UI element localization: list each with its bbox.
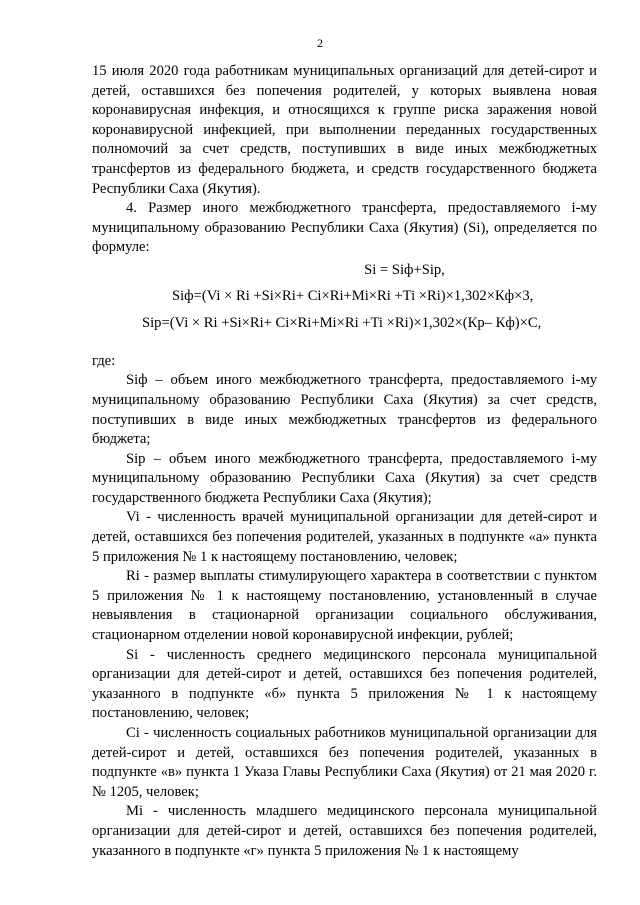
definition-si: Si - численность среднего медицинского персонала муниципальной организации для детей-сирот и детей, оставшихся без попечения родителей, указанного в подпункте «б» пункта 5 приложения № 1 к настоящему постановлению, человек; <box>92 646 597 722</box>
definition-mi: Mi - численность младшего медицинского персонала муниципальной организации для детей-сирот и детей, оставшихся без попечения родителей, указанного в подпункте «г» пункта 5 приложения № 1 к настоящему <box>92 803 597 859</box>
definition-ri: Ri - размер выплаты стимулирующего характера в соответствии с пунктом 5 приложения № 1 к настоящему постановлению, установленный в случае невыявления в стационарной организации социального обслуживания, стационарном отделении новой коронавирусной инфекции, рублей; <box>92 568 597 644</box>
definition-vi: Vi - численность врачей муниципальной организации для детей-сирот и детей, оставшихся без попечения родителей, указанных в подпункте «а» пункта 5 приложения № 1 к настоящему постановлению, человек; <box>92 509 597 565</box>
document-body <box>92 62 597 861</box>
page-number: 2 <box>317 36 323 50</box>
formula-regional-part: Siр=(Vi × Ri +Si×Ri+ Ci×Ri+Mi×Ri +Ti ×Ri)×1,302×(Кр– Кф)×С, <box>142 315 542 332</box>
definition-sir: Siр – объем иного межбюджетного трансферта, предоставляемого i-му муниципальному образованию Республики Саха (Якутия) за счет средств государственного бюджета Республики Саха (Якутия); <box>92 450 597 506</box>
formula-federal-part: Siф=(Vi × Ri +Si×Ri+ Ci×Ri+Mi×Ri +Ti ×Ri)×1,302×Кф×3, <box>172 287 534 304</box>
formula-total: Si = Siф+Siр, <box>364 261 445 278</box>
paragraph-item-4: 4. Размер иного межбюджетного трансферта, предоставляемого i-му муниципальному образованию Республики Саха (Якутия) (Si), определяется по формуле: <box>92 200 597 256</box>
definition-ci: Ci - численность социальных работников муниципальной организации для детей-сирот и детей, оставшихся без попечения родителей, указанных в подпункте «в» пункта 1 Указа Главы Республики Саха (Якутия) от 21 мая 2020 г. № 1205, человек; <box>92 725 597 800</box>
definition-sif: Siф – объем иного межбюджетного трансферта, предоставляемого i-му муниципальному образованию Республики Саха (Якутия) за счет средств, поступивших в виде иных межбюджетных трансфертов из федерального бюджета; <box>92 372 597 448</box>
where-label: где: <box>92 352 116 369</box>
paragraph-continuation: 15 июля 2020 года работникам муниципальных организаций для детей-сирот и детей, оставшихся без попечения родителей, у которых выявлена новая коронавирусная инфекция, и относящихся к группе риска заражения новой коронавирусной инфекцией, при выполнении переданных государственных полномочий за счет средств, поступивших в виде иных межбюджетных трансфертов из федерального бюджета, и средств государственного бюджета Республики Саха (Якутия). <box>92 63 597 197</box>
